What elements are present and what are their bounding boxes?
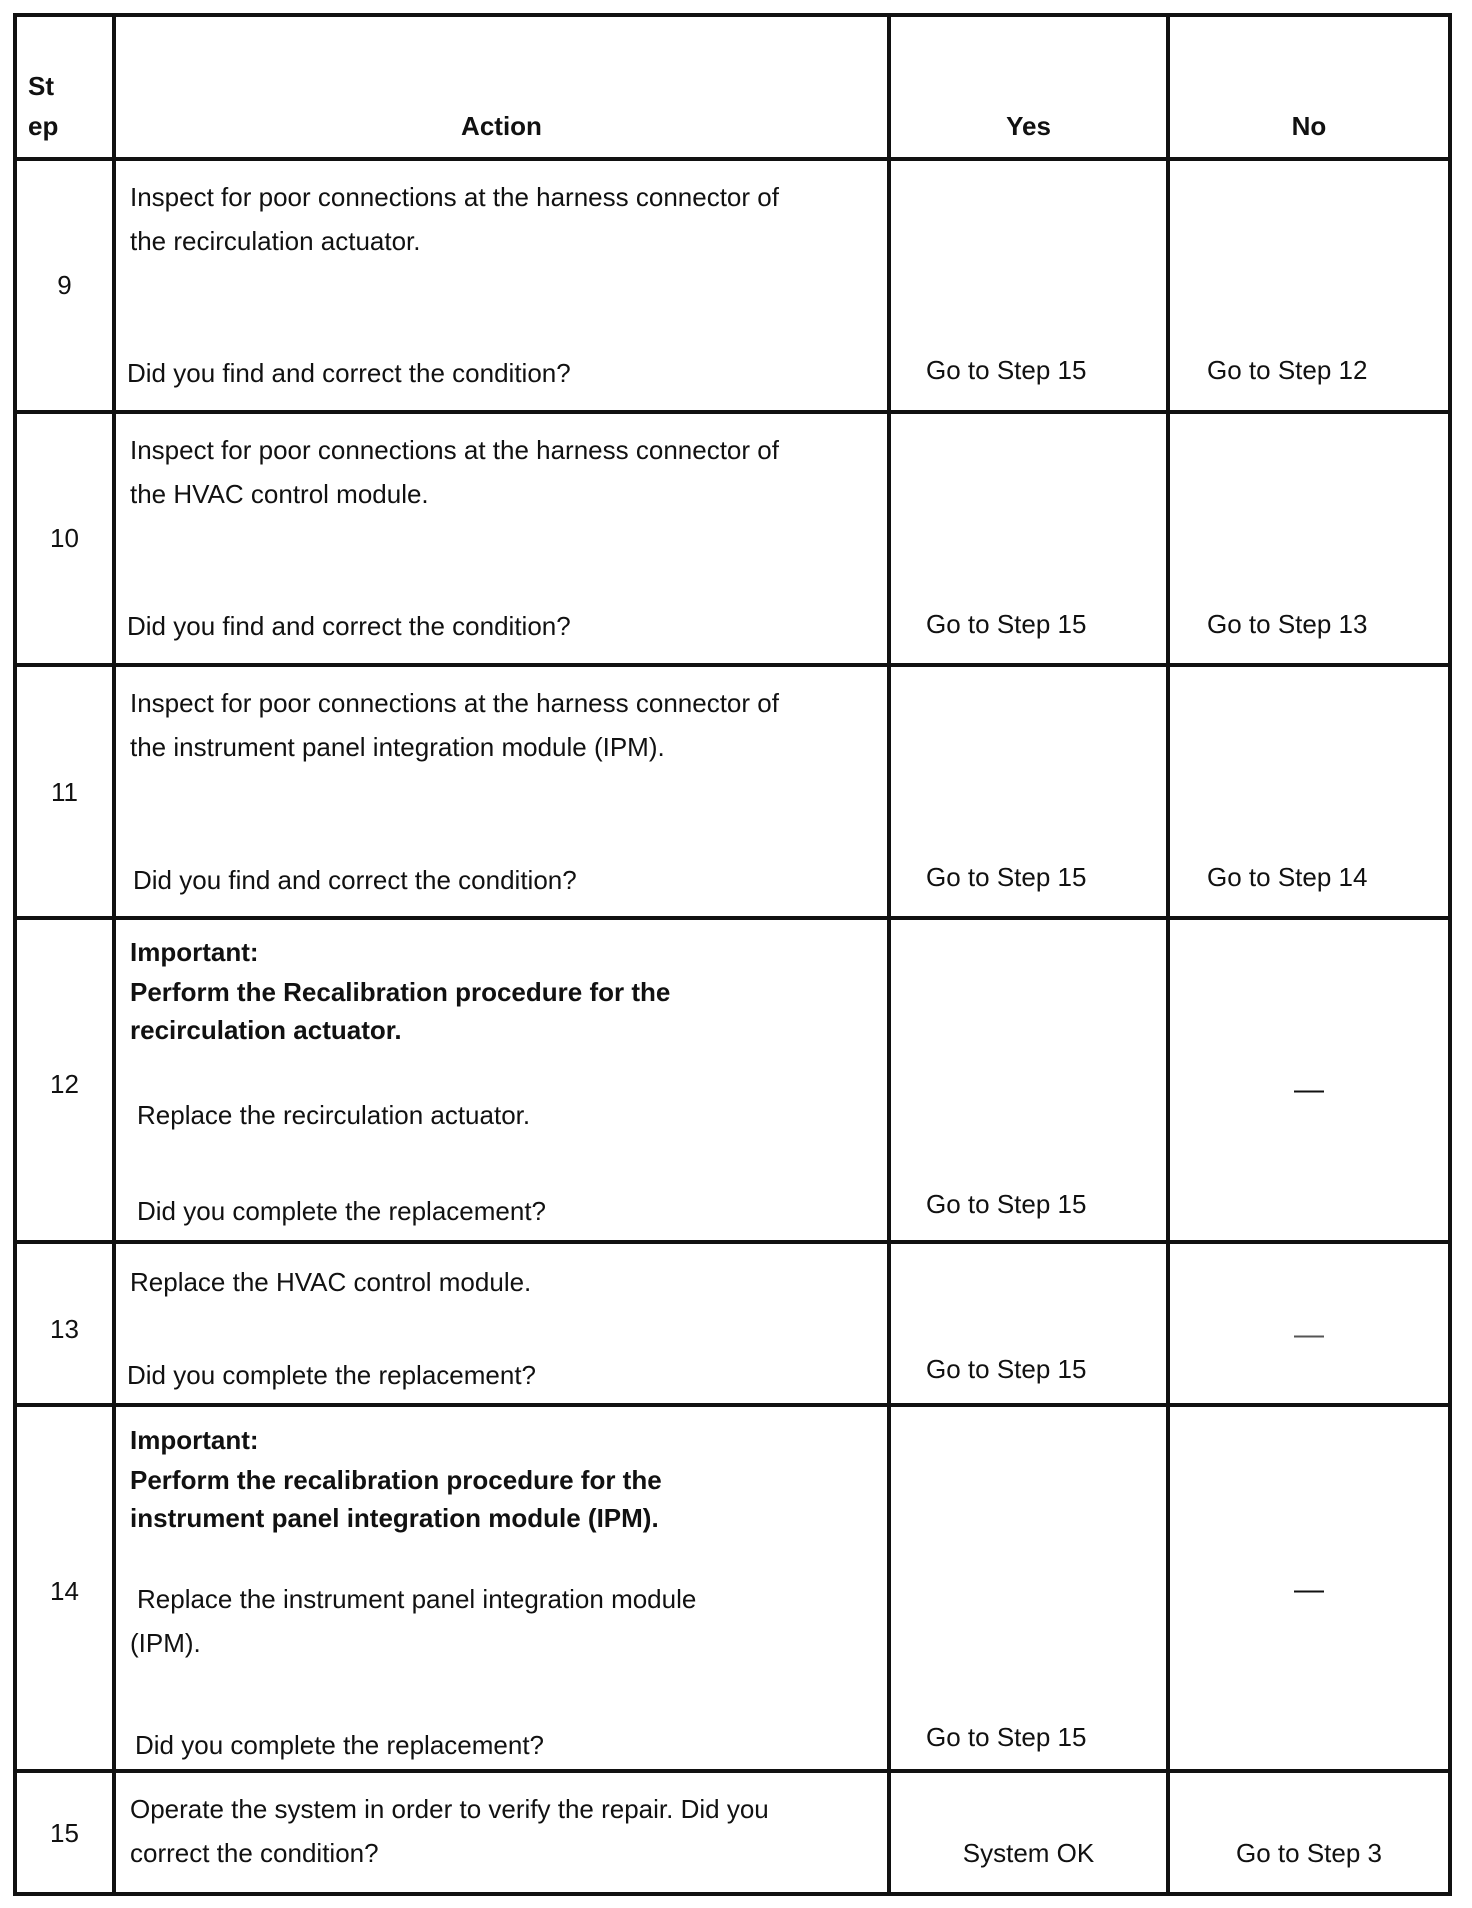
header-divider [13, 157, 1452, 161]
action-text: Operate the system in order to verify the repair. Did you [130, 1794, 769, 1824]
no-result: Go to Step 12 [1207, 355, 1368, 385]
action-text: Replace the HVAC control module. [130, 1267, 532, 1297]
important-note: Perform the Recalibration procedure for the [130, 977, 671, 1007]
action-text: the recirculation actuator. [130, 226, 421, 256]
step-number: 15 [50, 1818, 79, 1848]
table-border-top [13, 13, 1452, 17]
important-label: Important: [130, 937, 259, 967]
row-divider [13, 410, 1452, 414]
important-note: Perform the recalibration procedure for the [130, 1465, 662, 1495]
no-result: Go to Step 14 [1207, 862, 1368, 892]
column-divider [1166, 13, 1170, 1896]
action-text: Replace the instrument panel integration module [137, 1584, 697, 1614]
row-divider [13, 663, 1452, 667]
action-text: (IPM). [130, 1628, 201, 1658]
no-result: Go to Step 13 [1207, 609, 1368, 639]
header-no: No [1291, 111, 1327, 141]
important-note: instrument panel integration module (IPM). [130, 1503, 659, 1533]
header-yes: Yes [1006, 111, 1051, 141]
yes-result: Go to Step 15 [926, 862, 1087, 892]
row-divider [13, 916, 1452, 920]
question-text: Did you complete the replacement? [137, 1196, 547, 1226]
column-divider [887, 13, 891, 1896]
no-result: Go to Step 3 [1236, 1838, 1382, 1868]
yes-result: Go to Step 15 [926, 1189, 1087, 1219]
step-number: 10 [50, 523, 79, 553]
action-text: the instrument panel integration module (IPM). [130, 732, 665, 762]
column-divider [112, 13, 116, 1896]
question-text: Did you find and correct the condition? [127, 611, 571, 641]
action-text: Inspect for poor connections at the harness connector of [130, 182, 779, 212]
action-text: correct the condition? [130, 1838, 379, 1868]
action-text: Replace the recirculation actuator. [137, 1100, 531, 1130]
question-text: Did you find and correct the condition? [133, 865, 577, 895]
step-number: 14 [50, 1576, 79, 1606]
no-result-empty: — [1294, 1573, 1324, 1606]
action-text: the HVAC control module. [130, 479, 429, 509]
step-number: 13 [50, 1314, 79, 1344]
row-divider [13, 1403, 1452, 1407]
table-border-right [1448, 13, 1452, 1896]
action-text: Inspect for poor connections at the harness connector of [130, 688, 779, 718]
yes-result: Go to Step 15 [926, 609, 1087, 639]
row-divider [13, 1769, 1452, 1773]
yes-result: Go to Step 15 [926, 1354, 1087, 1384]
header-step-line1: St [28, 71, 54, 101]
step-number: 12 [50, 1069, 79, 1099]
yes-result: Go to Step 15 [926, 1722, 1087, 1752]
important-note: recirculation actuator. [130, 1015, 402, 1045]
table-border-bottom [13, 1892, 1452, 1896]
diagnostic-table [13, 13, 1452, 1896]
header-action: Action [461, 111, 542, 141]
question-text: Did you complete the replacement? [127, 1360, 537, 1390]
action-text: Inspect for poor connections at the harness connector of [130, 435, 779, 465]
no-result-empty: — [1294, 1073, 1324, 1106]
step-number: 9 [57, 270, 72, 300]
question-text: Did you find and correct the condition? [127, 358, 571, 388]
important-label: Important: [130, 1425, 259, 1455]
step-number: 11 [51, 777, 78, 807]
yes-result: System OK [962, 1838, 1095, 1868]
question-text: Did you complete the replacement? [135, 1730, 545, 1760]
yes-result: Go to Step 15 [926, 355, 1087, 385]
row-divider [13, 1240, 1452, 1244]
no-result-empty: — [1294, 1318, 1324, 1351]
header-step-line2: ep [28, 111, 59, 141]
